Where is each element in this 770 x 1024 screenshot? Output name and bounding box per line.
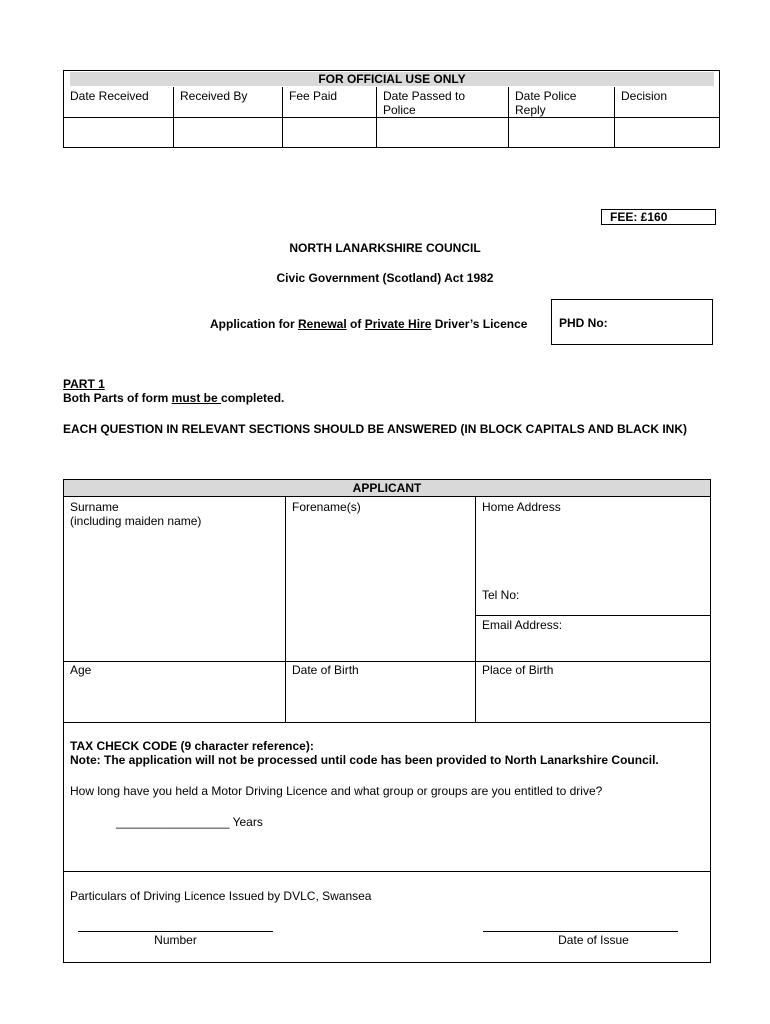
application-private-hire: Private Hire: [364, 317, 432, 331]
tel-label: Tel No:: [482, 588, 520, 602]
surname-field[interactable]: [64, 497, 285, 661]
part-title: PART 1: [63, 377, 105, 391]
application-of: of: [346, 317, 365, 331]
col-label: Fee Paid: [289, 89, 338, 103]
email-field[interactable]: [476, 616, 710, 661]
years-field[interactable]: _________________ Years: [116, 815, 263, 829]
phd-number-field[interactable]: PHD No:: [551, 299, 713, 345]
date-of-issue-label: Date of Issue: [558, 933, 629, 947]
council-title: NORTH LANARKSHIRE COUNCIL: [289, 241, 481, 255]
official-use-table: [63, 70, 720, 148]
part-prefix: Both Parts of form: [63, 391, 172, 405]
forename-field[interactable]: [286, 497, 475, 661]
col-label: Received By: [180, 89, 248, 103]
surname-note: (including maiden name): [70, 514, 202, 528]
applicant-header: APPLICANT: [64, 480, 710, 496]
application-prefix: Application for: [210, 317, 298, 331]
licence-number-line[interactable]: [78, 931, 273, 932]
fee-box: FEE: £160: [601, 209, 716, 225]
licence-number-label: Number: [154, 933, 197, 947]
home-address-label: Home Address: [482, 500, 561, 514]
tax-check-section[interactable]: [64, 723, 710, 871]
tax-check-note: Note: The application will not be processed until code has been provided to North Lanarkshire Council.: [70, 753, 659, 767]
divider: [64, 117, 719, 118]
applicant-section: [63, 479, 711, 963]
application-renewal: Renewal: [298, 317, 347, 331]
col-label: Date Received: [70, 89, 149, 103]
tax-check-title: TAX CHECK CODE (9 character reference):: [70, 739, 314, 753]
official-use-title: FOR OFFICIAL USE ONLY: [70, 72, 714, 86]
dob-field[interactable]: [286, 662, 475, 722]
part-instruction: [63, 391, 284, 405]
block-capitals-instruction: EACH QUESTION IN RELEVANT SECTIONS SHOULD BE ANSWERED (IN BLOCK CAPITALS AND BLACK INK): [63, 422, 688, 436]
pob-field[interactable]: [476, 662, 710, 722]
motor-licence-question: How long have you held a Motor Driving Licence and what group or groups are you entitled to drive?: [70, 784, 603, 798]
col-label: Decision: [621, 89, 668, 103]
pob-label: Place of Birth: [482, 663, 554, 677]
dob-label: Date of Birth: [292, 663, 359, 677]
home-address-field[interactable]: [476, 497, 710, 615]
date-of-issue-line[interactable]: [483, 931, 678, 932]
forename-label: Forename(s): [292, 500, 361, 514]
part-suffix: completed.: [221, 391, 285, 405]
col-label: Date Police Reply: [515, 89, 577, 117]
col-label: Date Passed to Police: [383, 89, 466, 117]
application-title: [210, 317, 527, 331]
application-suffix: Driver’s Licence: [431, 317, 528, 331]
dvlc-label: Particulars of Driving Licence Issued by DVLC, Swansea: [70, 889, 372, 903]
surname-label: Surname: [70, 500, 119, 514]
age-field[interactable]: [64, 662, 285, 722]
email-label: Email Address:: [482, 618, 563, 632]
divider: [64, 871, 710, 872]
part-must-be: must be: [171, 391, 222, 405]
act-title: Civic Government (Scotland) Act 1982: [276, 271, 494, 285]
age-label: Age: [70, 663, 92, 677]
